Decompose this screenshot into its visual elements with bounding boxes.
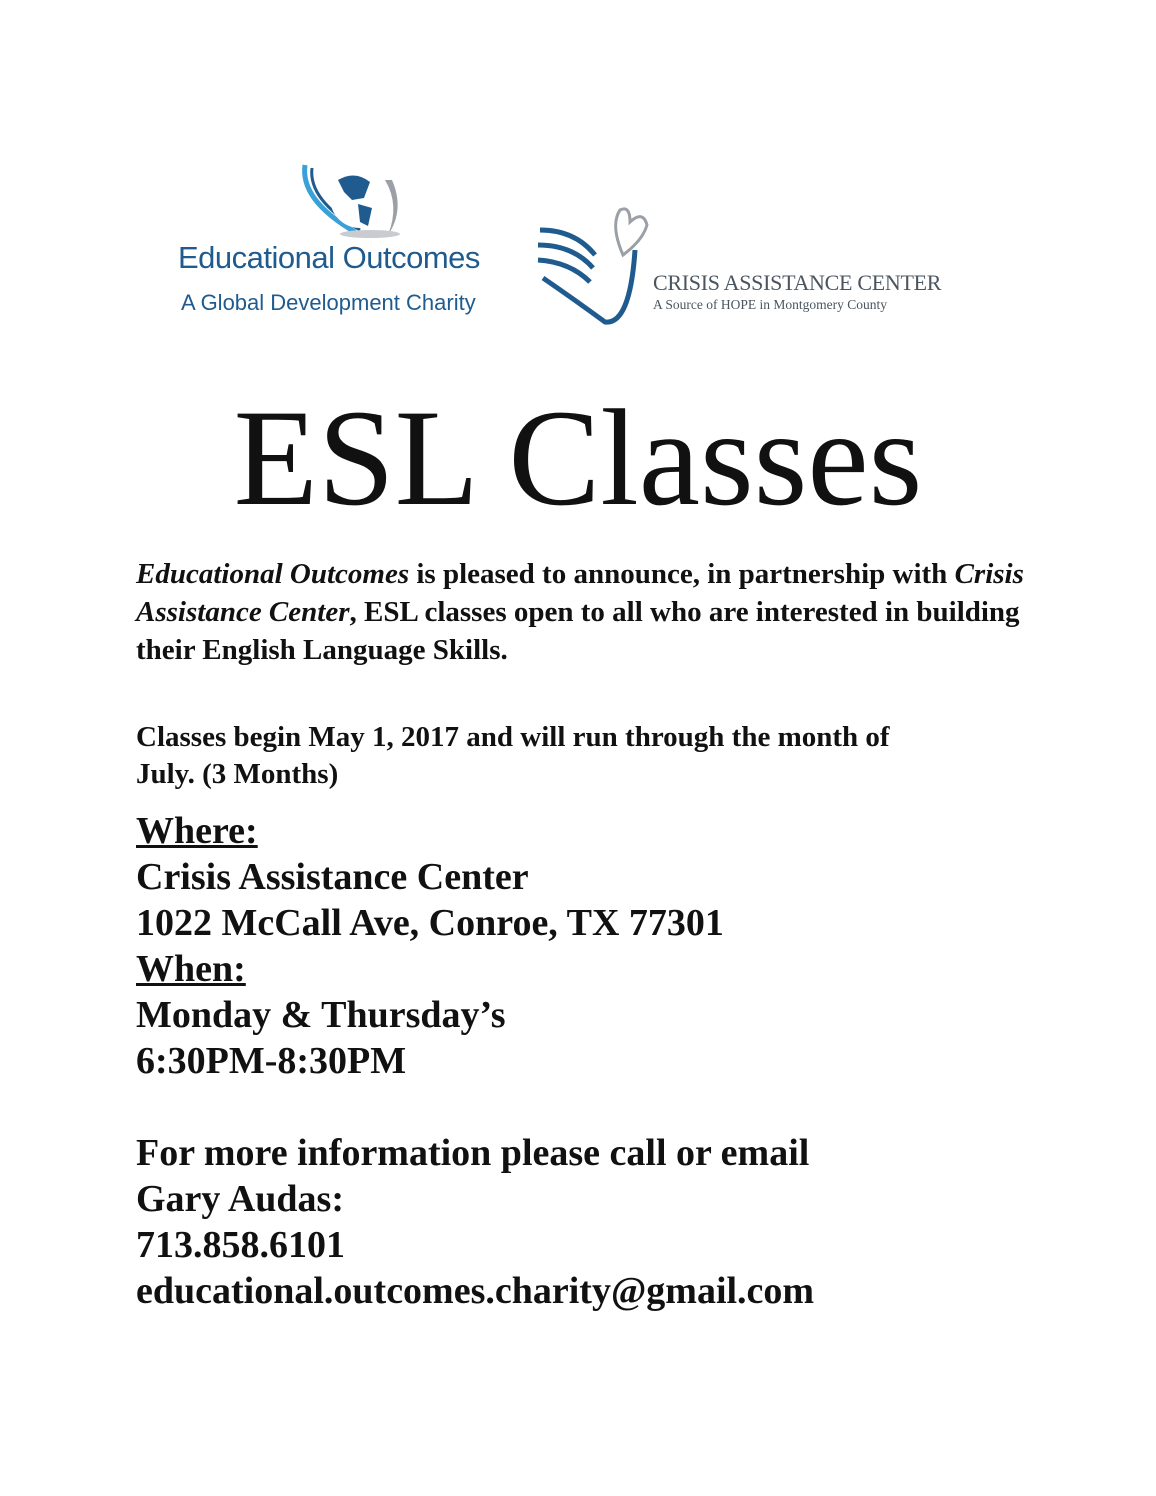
crisis-assistance-center-logo — [535, 200, 975, 335]
where-address: 1022 McCall Ave, Conroe, TX 77301 — [136, 902, 724, 944]
hand-heart-icon — [535, 200, 675, 335]
when-days: Monday & Thursday’s — [136, 994, 506, 1036]
intro-text: is pleased to announce, in partnership with — [409, 558, 955, 590]
class-dates: Classes begin May 1, 2017 and will run through the month of July. (3 Months) — [136, 721, 890, 790]
where-place: Crisis Assistance Center — [136, 856, 529, 898]
where-label: Where: — [136, 810, 258, 852]
intro-text-end: , ESL classes open to all who are interested in building their English Language Skills. — [136, 596, 1020, 666]
contact-phone: 713.858.6101 — [136, 1224, 345, 1266]
cac-logo-tagline: A Source of HOPE in Montgomery County — [653, 297, 887, 312]
intro-paragraph — [136, 555, 1036, 669]
details — [136, 808, 1096, 1314]
when-time: 6:30PM-8:30PM — [136, 1040, 407, 1082]
contact-line: For more information please call or email — [136, 1132, 810, 1174]
globe-icon — [260, 160, 420, 240]
contact-name: Gary Audas: — [136, 1178, 344, 1220]
eo-logo-name: Educational Outcomes — [178, 240, 480, 275]
eo-logo-tagline: A Global Development Charity — [181, 290, 476, 315]
cac-logo-name: CRISIS ASSISTANCE CENTER — [653, 270, 942, 295]
contact-email: educational.outcomes.charity@gmail.com — [136, 1270, 815, 1312]
page-title: ESL Classes — [233, 381, 923, 534]
org-name: Educational Outcomes — [136, 558, 410, 590]
partner-name: Crisis Assistance Center — [136, 558, 1024, 628]
educational-outcomes-logo — [175, 160, 535, 330]
when-label: When: — [136, 948, 246, 990]
